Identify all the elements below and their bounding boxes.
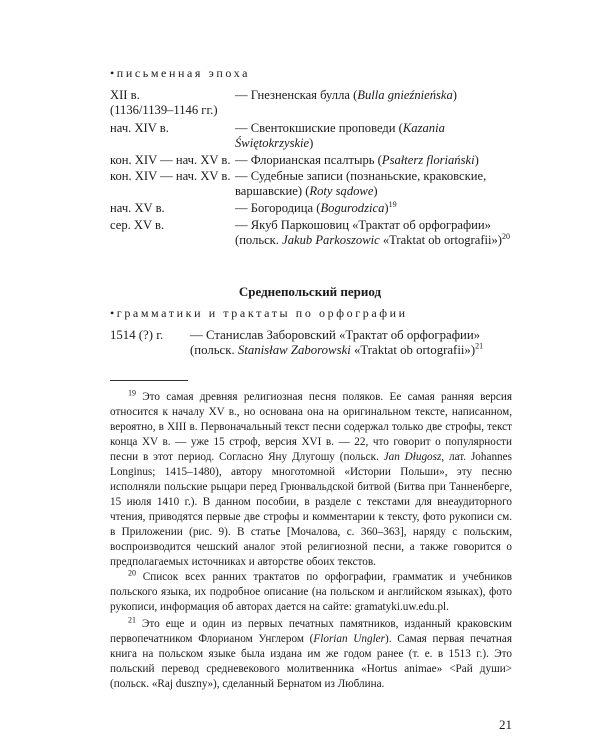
entry-description: — Гнезненская булла (Bulla gnieźnieńska) (235, 88, 457, 102)
entry-date: кон. XIV — нач. XV в. (110, 153, 231, 167)
entry-description: — Судебные записи (познаньские, краковские, варшавские) (Roty sądowe) (235, 169, 487, 198)
footnote-divider (110, 380, 188, 381)
entry-date: сер. XV в. (110, 218, 165, 232)
entry-date: кон. XIV — нач. XV в. (110, 169, 231, 183)
entry-row (110, 328, 520, 360)
entry-date: 1514 (?) г. (110, 328, 164, 342)
section-title-grammars: •грамматики и трактаты по орфографии (110, 306, 408, 320)
entry-row (110, 121, 520, 151)
entry-description: — Свентокшиские проповеди (Kazania Świętokrzyskie) (235, 121, 445, 150)
entry-row (110, 169, 520, 199)
entry-date: XII в. (1136/1139–1146 гг.) (110, 88, 218, 117)
entry-row (110, 88, 520, 118)
footnote-21: $^{21}$ Это еще и один из первых печатных памятников, изданный краковским первопечатником Флорианом Унглером (Florian Ungler). Самая первая печатная книга на польском языке была издана им же годом ранее (т. е. в 1513 г.). Это польский перевод средневекового молитвенника «Hortus animae» <Рай души> (польск. «Raj duszny»), сделанный Бернатом из Люблина. (110, 615, 512, 690)
entry-date: нач. XIV в. (110, 121, 169, 135)
entry-description: — Богородица (Bogurodzica)$^{19}$ (235, 199, 397, 215)
entry-description: — Станислав Заборовский «Трактат об орфографии» (польск. Stanisław Zaborowski «Traktat ob ortografii»)$^{21}$ (190, 328, 484, 357)
entry-description: — Якуб Паркошовиц «Трактат об орфографии» (польск. Jakub Parkoszowic «Traktat ob ortografii»)$^{20}$ (235, 218, 511, 247)
footnote-ref: 19 (388, 199, 397, 209)
entry-row (110, 153, 520, 168)
entry-date: нач. XV в. (110, 201, 165, 215)
page-number: 21 (499, 717, 512, 732)
footnote-19: $^{19}$ Это самая древняя религиозная песня поляков. Ее самая ранняя версия относится к началу XV в., но основана она на оригинальном тексте, написанном, вероятно, в XIII в. Первоначальный текст песни содержал только две строфы, текст конца XV в. — уже 15 строф, версия XVI в. — 22, что говорит о популярности песни в этот период. Согласно Яну Длугошу (польск. Jan Długosz, лат. Johannes Longinus; 1415–1480), автору многотомной «Истории Польши», эту песню исполняли польские рыцари перед Грюнвальдской битвой (Битва при Танненберге, 15 июля 1410 г.). В данном пособии, в разделе с текстами для внеаудиторного чтения, приводятся первые две строфы и комментарии к тексту, фото рукописи см. в Приложении (рис. 9). В статье [Мочалова, с. 360–363], наряду с польским, воспроизводится чешский аналог этой религиозной песни, а также говорится о предполагаемых источниках и авторстве обоих текстов. (110, 388, 513, 568)
entry-description: — Флорианская псалтырь (Psałterz floriański) (235, 153, 479, 167)
footnote-ref: 20 (502, 231, 511, 241)
entry-row (110, 218, 520, 263)
entry-row (110, 201, 520, 216)
footnote-ref: 21 (475, 341, 484, 351)
period-heading: Среднепольский период (238, 284, 382, 299)
section-title-written-era: •письменная эпоха (110, 66, 251, 80)
footnote-20: $^{20}$ Список всех ранних трактатов по орфографии, грамматик и учебников польского языка, их подробное описание (на польском и английском языках), фото рукописи, информация об авторах дается на сайте: gramatyki.uw.edu.pl. (110, 568, 513, 613)
